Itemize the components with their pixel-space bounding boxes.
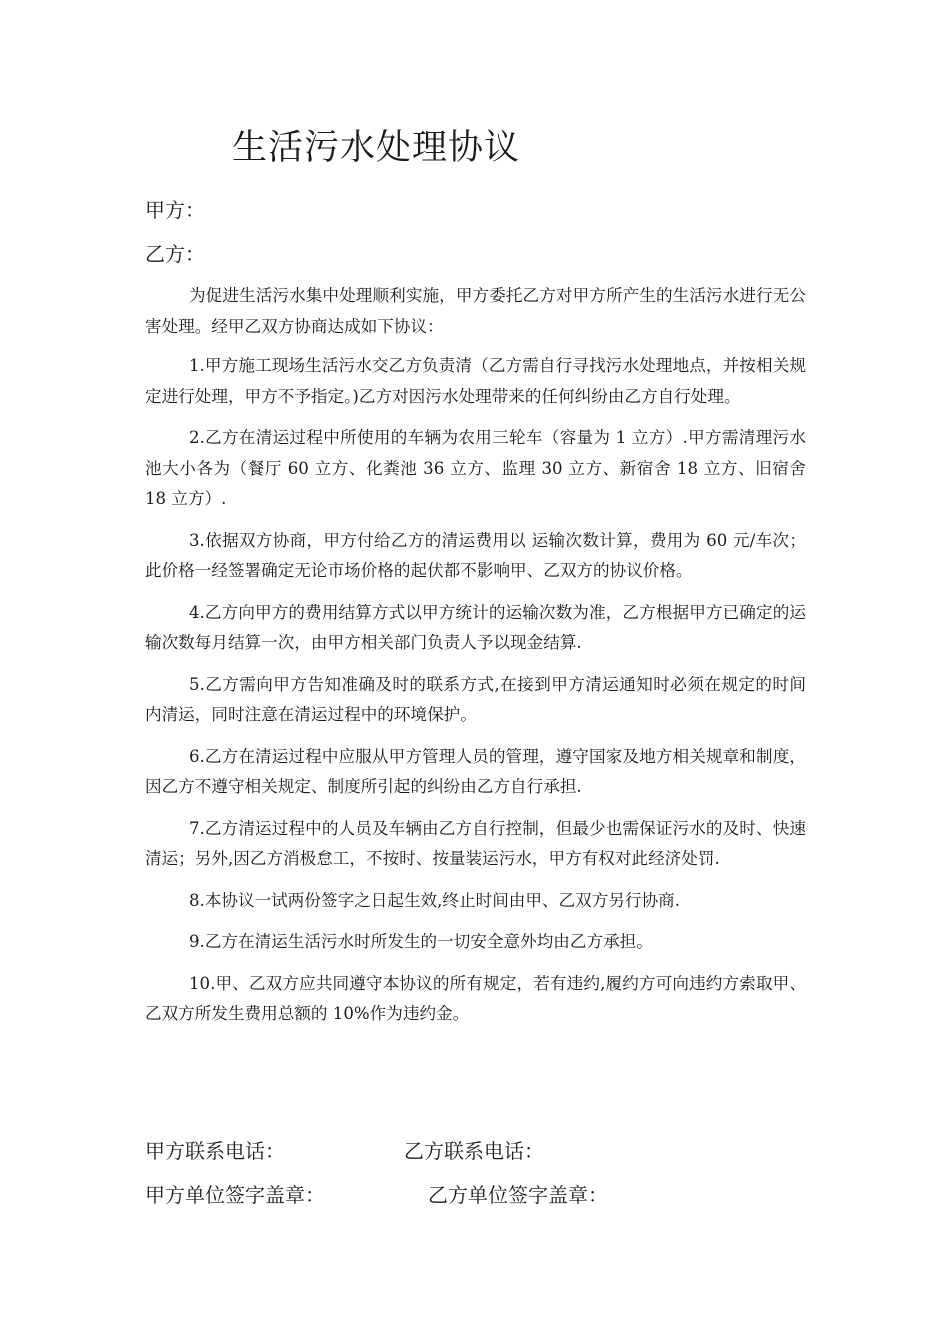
clause-7: 7.乙方清运过程中的人员及车辆由乙方自行控制，但最少也需保证污水的及时、快速清运；另外,因乙方消极怠工，不按时、按量装运污水，甲方有权对此经济处罚. [145, 818, 806, 868]
signature-row [145, 1181, 608, 1209]
clause-10: 10.甲、乙双方应共同遵守本协议的所有规定，若有违约,履约方可向违约方索取甲、乙双方所发生费用总额的 10%作为违约金。 [145, 973, 806, 1023]
clause-2: 2.乙方在清运过程中所使用的车辆为农用三轮车（容量为 1 立方）.甲方需清理污水池大小各为（餐厅 60 立方、化粪池 36 立方、监理 30 立方、新宿舍 18 立方、旧宿舍 18 立方）. [145, 428, 806, 508]
party-a-sign-label: 甲方单位签字盖章： [145, 1183, 325, 1207]
clause-1: 1.甲方施工现场生活污水交乙方负责清（乙方需自行寻找污水处理地点，并按相关规定进行处理，甲方不予指定。)乙方对因污水处理带来的任何纠纷由乙方自行处理。 [145, 356, 806, 406]
clause-9: 9.乙方在清运生活污水时所发生的一切安全意外均由乙方承担。 [189, 932, 653, 951]
party-b-phone-label: 乙方联系电话： [404, 1139, 544, 1163]
clause-3: 3.依据双方协商，甲方付给乙方的清运费用以 运输次数计算，费用为 60 元/车次；此价格一经签署确定无论市场价格的起伏都不影响甲、乙双方的协议价格。 [145, 530, 806, 580]
agreement-body [145, 281, 806, 1041]
contact-phone-row [145, 1137, 544, 1165]
party-a-label: 甲方： [145, 198, 205, 222]
party-a-phone-label: 甲方联系电话： [145, 1139, 285, 1163]
party-b-sign-label: 乙方单位签字盖章： [428, 1183, 608, 1207]
party-b-label: 乙方： [145, 242, 205, 266]
clause-4: 4.乙方向甲方的费用结算方式以甲方统计的运输次数为准，乙方根据甲方已确定的运输次数每月结算一次，由甲方相关部门负责人予以现金结算. [145, 602, 806, 652]
clause-6: 6.乙方在清运过程中应服从甲方管理人员的管理，遵守国家及地方相关规章和制度，因乙方不遵守相关规定、制度所引起的纠纷由乙方自行承担. [145, 746, 806, 796]
clause-8: 8.本协议一试两份签字之日起生效,终止时间由甲、乙双方另行协商. [189, 890, 681, 910]
clause-5: 5.乙方需向甲方告知准确及时的联系方式,在接到甲方清运通知时必须在规定的时间内清运，同时注意在清运过程中的环境保护。 [145, 674, 806, 724]
document-title: 生活污水处理协议 [232, 128, 521, 168]
intro-paragraph: 为促进生活污水集中处理顺利实施，甲方委托乙方对甲方所产生的生活污水进行无公害处理。经甲乙双方协商达成如下协议： [145, 286, 806, 336]
